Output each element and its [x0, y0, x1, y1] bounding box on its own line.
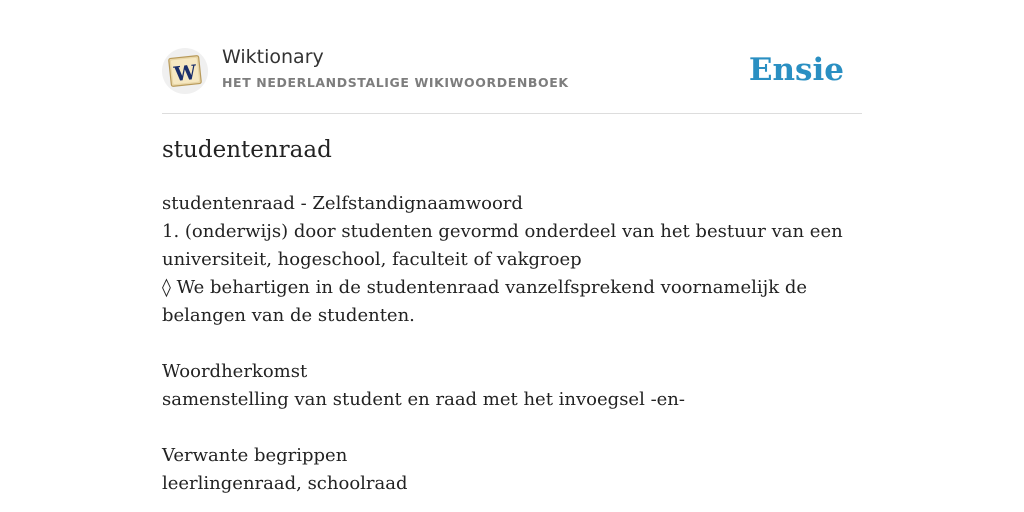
entry-example: ◊ We behartigen in de studentenraad vanzelfsprekend voornamelijk de belangen van de studenten.: [162, 277, 808, 326]
site-header: [162, 46, 862, 94]
site-title[interactable]: Wiktionary: [222, 46, 324, 68]
header-divider: [162, 113, 862, 114]
spacer: [162, 330, 872, 358]
word-title: studentenraad: [162, 137, 332, 163]
etymology-heading: Woordherkomst: [162, 361, 308, 382]
related-heading: Verwante begrippen: [162, 445, 348, 466]
site-subtitle: HET NEDERLANDSTALIGE WIKIWOORDENBOEK: [222, 75, 569, 90]
entry-content: [162, 190, 872, 498]
ensie-brand-link[interactable]: Ensie: [748, 52, 844, 88]
entry-definition: 1. (onderwijs) door studenten gevormd onderdeel van het bestuur van een universiteit, hogeschool, faculteit of vakgroep: [162, 221, 843, 270]
entry-headline: studentenraad - Zelfstandignaamwoord: [162, 193, 523, 214]
related-text: leerlingenraad, schoolraad: [162, 473, 408, 494]
logo-letter: W: [172, 59, 198, 87]
logo-tile-icon: [165, 51, 205, 91]
spacer: [162, 414, 872, 442]
etymology-text: samenstelling van student en raad met het invoegsel -en-: [162, 389, 685, 410]
wiktionary-logo-icon[interactable]: [162, 48, 208, 94]
